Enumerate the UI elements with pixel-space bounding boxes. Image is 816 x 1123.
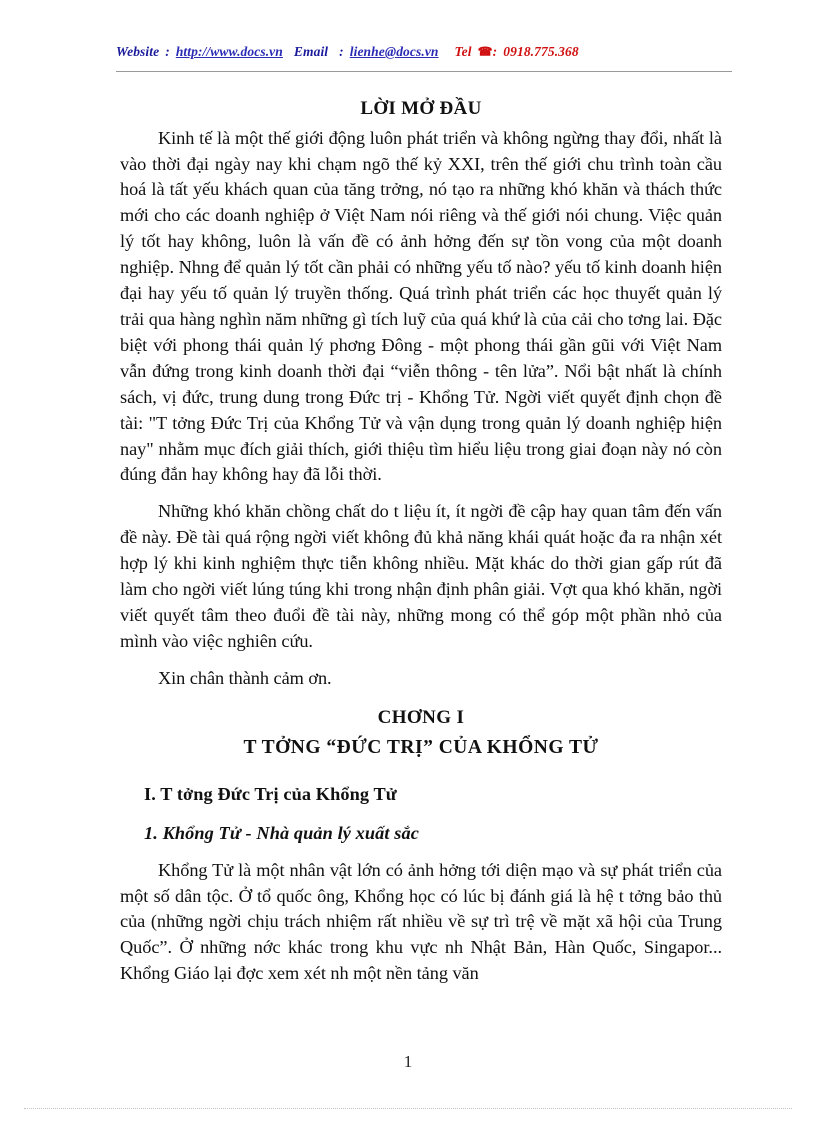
document-running-header [116, 44, 730, 70]
paragraph-thanks: Xin chân thành cảm ơn. [158, 667, 332, 688]
header-email-address[interactable]: lienhe@docs.vn [349, 44, 439, 59]
header-email-label: Email [293, 44, 329, 59]
page-number: 1 [403, 1052, 413, 1071]
header-email-colon: : [339, 44, 344, 59]
header-tel-label: Tel [454, 44, 472, 59]
paragraph-spacer [120, 655, 722, 666]
subheading-spacer [120, 808, 722, 819]
chapter-title: T TỞNG “ĐỨC TRỊ” CỦA KHỔNG TỬ [243, 736, 599, 758]
header-website-label: Website [116, 44, 160, 59]
subsection-heading: 1. Khổng Tử - Nhà quản lý xuất sắc [144, 822, 419, 843]
header-tel-number: 0918.775.368 [503, 44, 579, 59]
paragraph-intro-2: Những khó khăn chồng chất do t liệu ít, ít ngời đề cập hay quan tâm đến vấn đề này. Đề tài quá rộng ngời viết không đủ khả năng khái quát hoặc đa ra nhận xét hợp lý khi kinh nghiệm thực tiễn không nhiều. Mặt khác do thời gian gấp rút đã làm cho ngời viết lúng túng khi trong nhận định phân giải. Vợt qua khó khăn, ngời viết quyết tâm theo đuổi đề tài này, những mong có thể góp một phần nhỏ của mình vào việc nghiên cứu. [120, 501, 722, 651]
body-spacer [120, 847, 722, 858]
chapter-label: CHƠNG I [377, 706, 465, 728]
header-tel-colon: : [492, 44, 498, 59]
paragraph-intro-1: Kinh tế là một thế giới động luôn phát triển và không ngừng thay đổi, nhất là vào thời đại ngày nay khi chạm ngõ thế kỷ XXI, trên thế giới chu trình toàn cầu hoá là tất yếu khách quan của tăng trởng, nó tạo ra những khó khăn và thách thức mới cho các doanh nghiệp ở Việt Nam nói riêng và thế giới nói chung. Việc quản lý tốt hay không, luôn là vấn đề có ảnh hởng đến sự tồn vong của một doanh nghiệp. Nhng để quản lý tốt cần phải có những yếu tố nào? yếu tố kinh doanh hiện đại hay yếu tố quản lý truyền thống. Quá trình phát triển các học thuyết quản lý trải qua hàng nghìn năm những gì tích luỹ của quá khứ là của cải cho tơng lai. Đặc biệt với phong thái quản lý phơng Đông - một phong thái gần gũi với Việt Nam vẫn đứng trong kinh doanh thời đại “viễn thông - tên lửa”. Nổi bật nhất là chính sách, vị đức, trung dung trong Đức trị - Khổng Tử. Ngời viết quyết định chọn đề tài: "T tởng Đức Trị của Khổng Tử và vận dụng trong quản lý doanh nghiệp hiện nay" nhằm mục đích giải thích, giới thiệu tìm hiểu liệu trong giai đoạn này nó còn đúng đắn hay không hay đã lỗi thời. [120, 127, 722, 485]
paragraph-spacer [120, 488, 722, 499]
section-heading: I. T tởng Đức Trị của Khổng Tử [144, 783, 397, 804]
footer-divider-rule [24, 1108, 792, 1109]
page-title: LỜI MỞ ĐẦU [360, 98, 482, 119]
section-spacer [120, 692, 722, 703]
header-website-url[interactable]: http://www.docs.vn [175, 44, 283, 59]
document-body [120, 96, 722, 987]
paragraph-body-1: Khổng Tử là một nhân vật lớn có ảnh hởng tới diện mạo và sự phát triển của một số dân tộc. Ở tổ quốc ông, Khổng học có lúc bị đánh giá là hệ t tởng bảo thủ của (những ngời chịu trách nhiệm rất nhiều về sự trì trệ về mặt xã hội của Trung Quốc”. Ở những nớc khác trong khu vực nh Nhật Bản, Hàn Quốc, Singapor... Khổng Giáo lại đợc xem xét nh một nền tảng văn [120, 859, 722, 984]
header-divider-rule [116, 71, 732, 72]
header-website-colon: : [165, 44, 170, 59]
telephone-icon: ☎ [477, 44, 493, 59]
heading-spacer [120, 763, 722, 780]
